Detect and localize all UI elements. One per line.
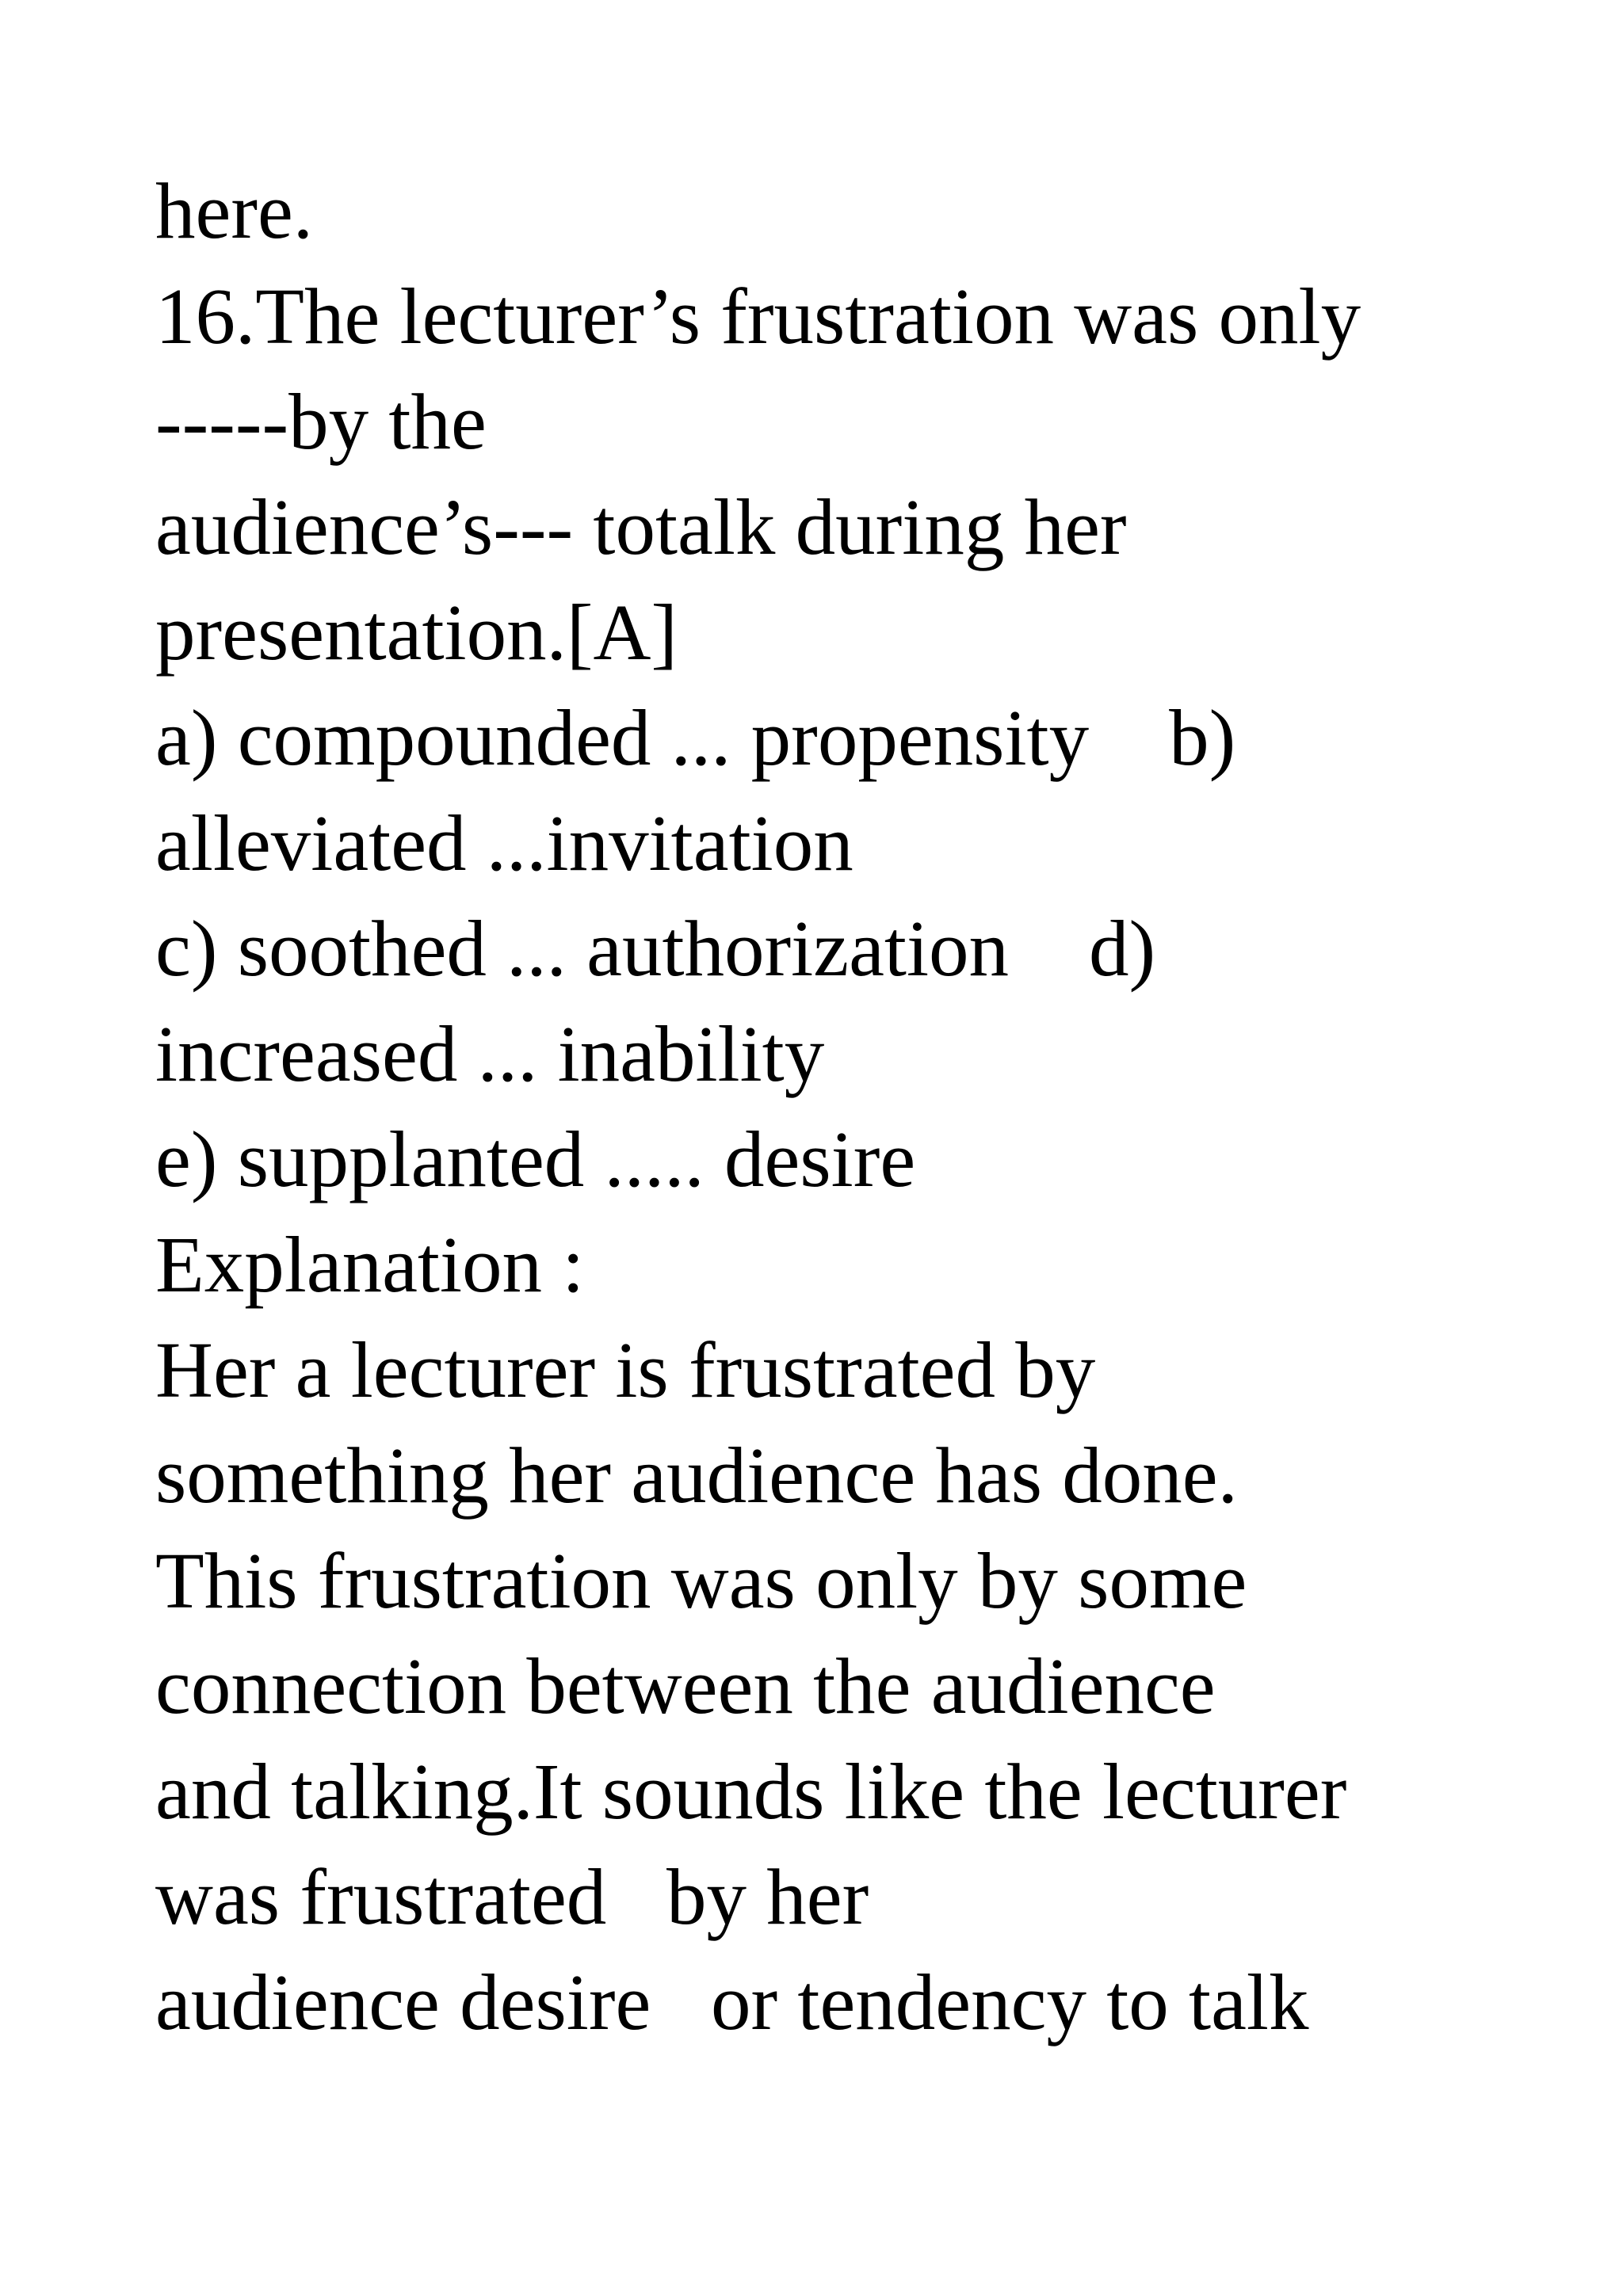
explanation-text: audience desire or tendency to talk (155, 1958, 1309, 2046)
document-text (155, 158, 1582, 2055)
option-e: e) supplanted ..... desire (155, 1115, 916, 1203)
option-d-text: increased ... inability (155, 1009, 825, 1098)
explanation-text: was frustrated by her (155, 1852, 869, 1941)
explanation-text: Her a lecturer is frustrated by (155, 1325, 1096, 1414)
question-16-stem-answer: presentation.[A] (155, 588, 678, 677)
explanation-text: This frustration was only by some (155, 1536, 1247, 1625)
options-c-d: c) soothed ... authorization d) (155, 904, 1156, 993)
question-16-stem: audience’s--- totalk during her (155, 482, 1127, 571)
explanation-text: connection between the audience (155, 1642, 1216, 1730)
explanation-text: and talking.It sounds like the lecturer (155, 1747, 1347, 1836)
explanation-heading: Explanation : (155, 1220, 585, 1309)
question-16-stem: -----by the (155, 377, 487, 466)
text-line-continuation: here. (155, 166, 314, 255)
explanation-text: something her audience has done. (155, 1431, 1238, 1520)
question-16-stem: 16.The lecturer’s frustration was only (155, 272, 1361, 360)
option-b-text: alleviated ...invitation (155, 799, 854, 887)
options-a-b: a) compounded ... propensity b) (155, 693, 1236, 782)
